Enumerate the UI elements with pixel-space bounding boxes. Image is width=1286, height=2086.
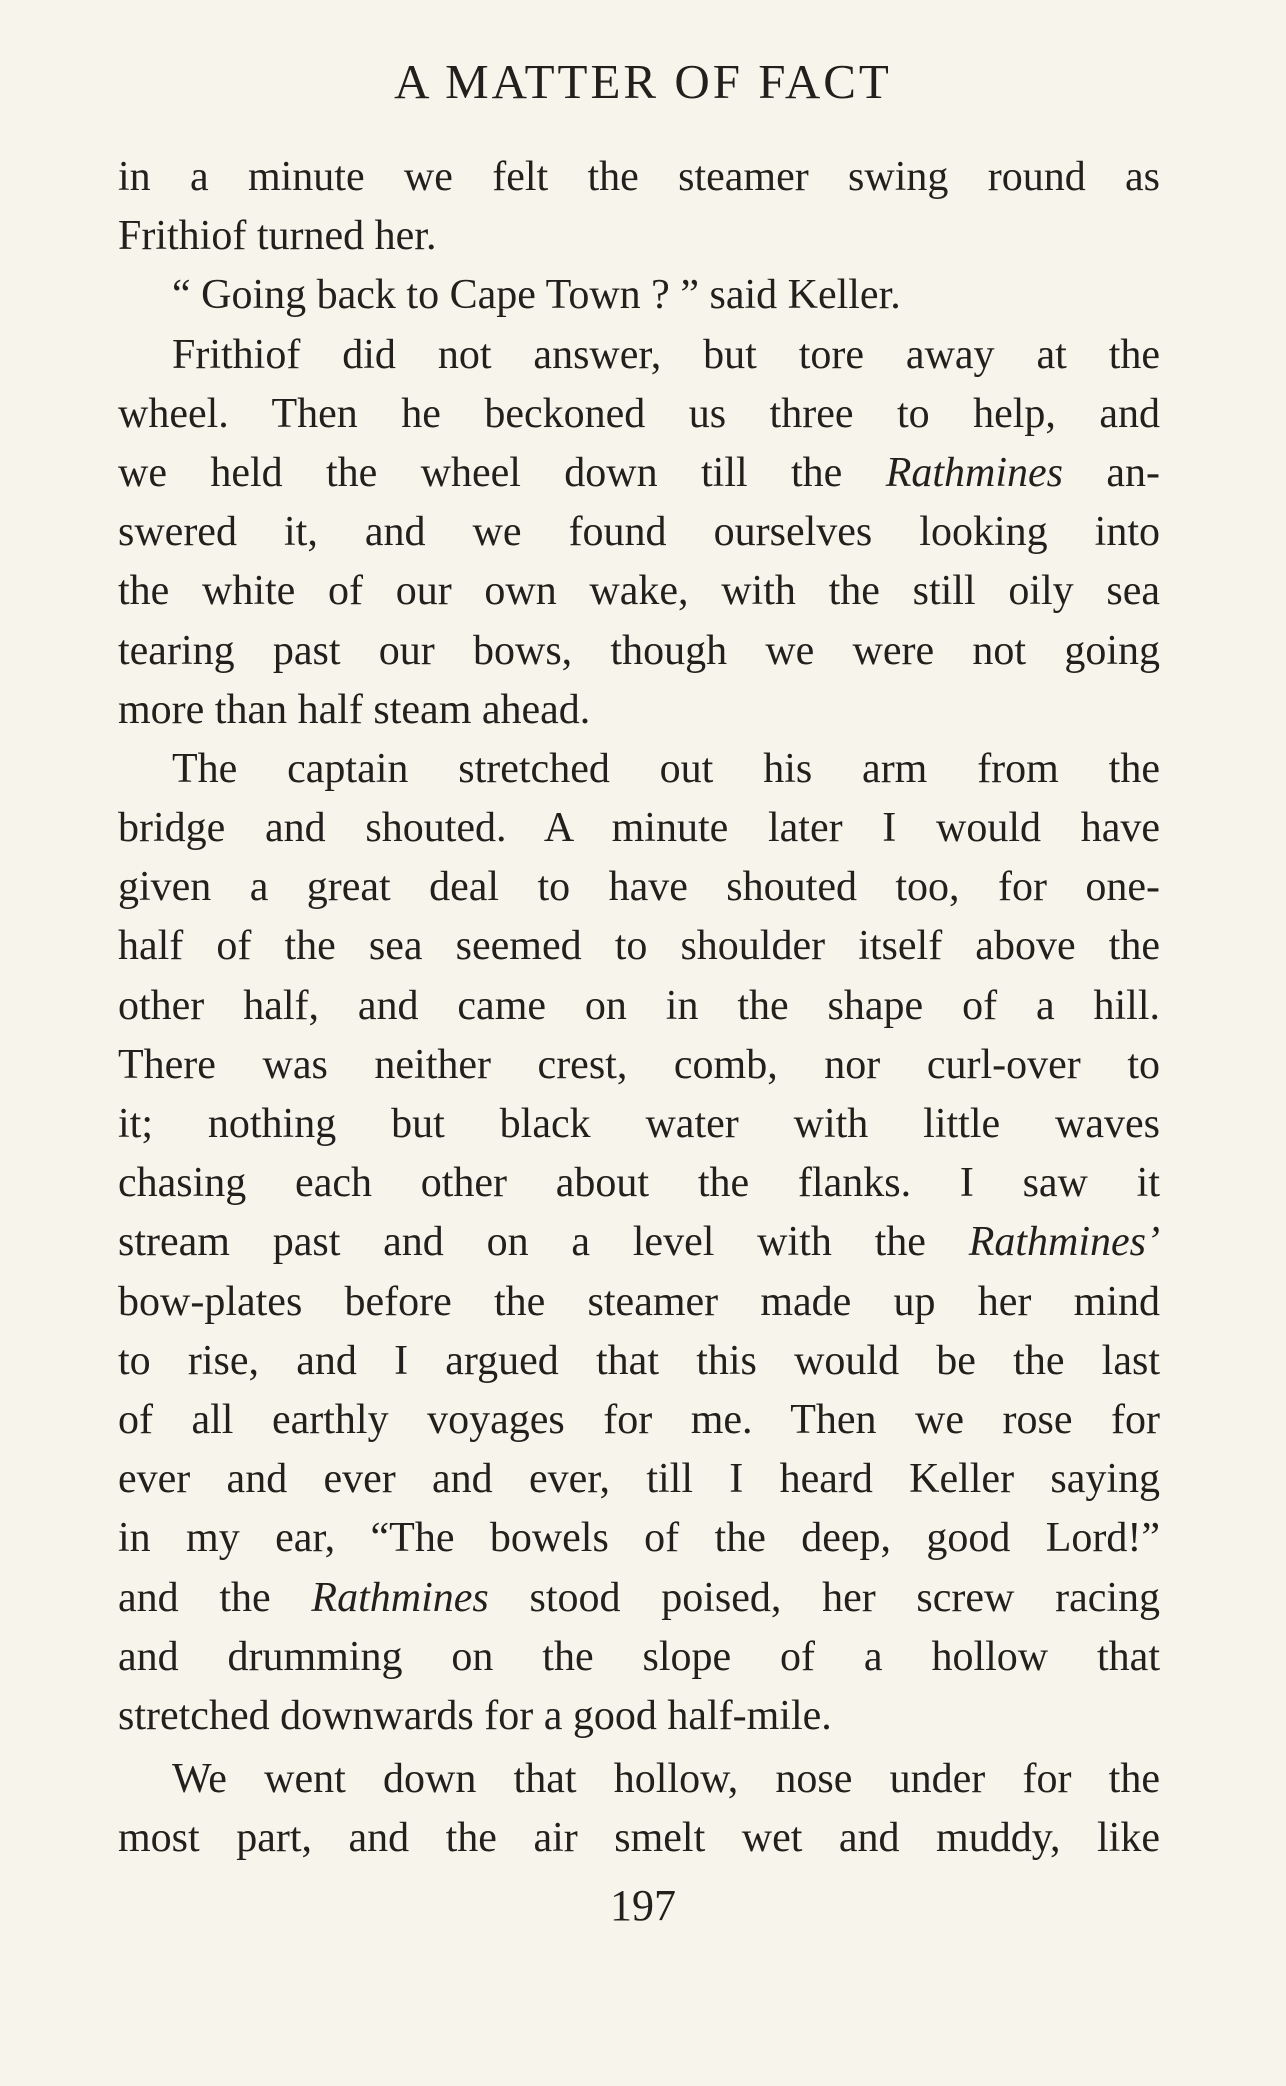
text-line: wheel. Then he beckoned us three to help, and [118, 390, 1160, 437]
text-line [118, 1569, 1160, 1628]
text-line: in a minute we felt the steamer swing round as [118, 154, 1160, 200]
ship-name: Rathmines’ [968, 1219, 1160, 1266]
text-line: and drumming on the slope of a hollow that [118, 1633, 1160, 1680]
text-line: “ Going back to Cape Town ? ” said Keller. [172, 272, 901, 319]
text-line: ever and ever and ever, till I heard Keller saying [118, 1456, 1160, 1503]
text-line: in my ear, “The bowels of the deep, good Lord!” [118, 1515, 1160, 1562]
text-line: given a great deal to have shouted too, for one- [118, 864, 1160, 911]
text-segment: an- [1106, 449, 1160, 496]
body-text [118, 148, 1160, 1868]
text-line: Frithiof turned her. [118, 213, 437, 260]
running-head: A MATTER OF FACT [394, 54, 892, 109]
text-line: the white of our own wake, with the still oily sea [118, 568, 1160, 615]
text-line: bow-plates before the steamer made up her mind [118, 1278, 1160, 1325]
text-line: it; nothing but black water with little waves [118, 1101, 1160, 1147]
ship-name: Rathmines [885, 449, 1063, 496]
text-line: The captain stretched out his arm from the [172, 745, 1160, 792]
text-line: tearing past our bows, though we were not going [118, 627, 1160, 674]
text-line: bridge and shouted. A minute later I would have [118, 805, 1160, 852]
page-number: 197 [610, 1881, 676, 1930]
text-line: half of the sea seemed to shoulder itself above the [118, 923, 1160, 970]
text-line: other half, and came on in the shape of a hill. [118, 982, 1160, 1029]
text-segment: stood poised, her screw racing [529, 1574, 1161, 1621]
text-segment: stream past and on a level with the [118, 1219, 926, 1266]
text-line: stretched downwards for a good half-mile. [118, 1692, 832, 1739]
text-segment: and the [118, 1574, 271, 1621]
text-line: of all earthly voyages for me. Then we rose for [118, 1396, 1160, 1443]
text-line: We went down that hollow, nose under for the [172, 1756, 1160, 1803]
text-line: chasing each other about the flanks. I saw it [118, 1160, 1160, 1207]
text-line: Frithiof did not answer, but tore away at the [172, 331, 1160, 378]
text-line: more than half steam ahead. [118, 686, 591, 733]
ship-name: Rathmines [311, 1574, 489, 1621]
text-line: There was neither crest, comb, nor curl-over to [118, 1041, 1160, 1088]
text-line [118, 444, 1160, 503]
text-segment: we held the wheel down till the [118, 449, 843, 496]
text-line [118, 1213, 1160, 1272]
text-line: to rise, and I argued that this would be the last [118, 1337, 1160, 1384]
text-line: most part, and the air smelt wet and muddy, like [118, 1815, 1160, 1862]
text-line: swered it, and we found ourselves looking into [118, 509, 1160, 556]
